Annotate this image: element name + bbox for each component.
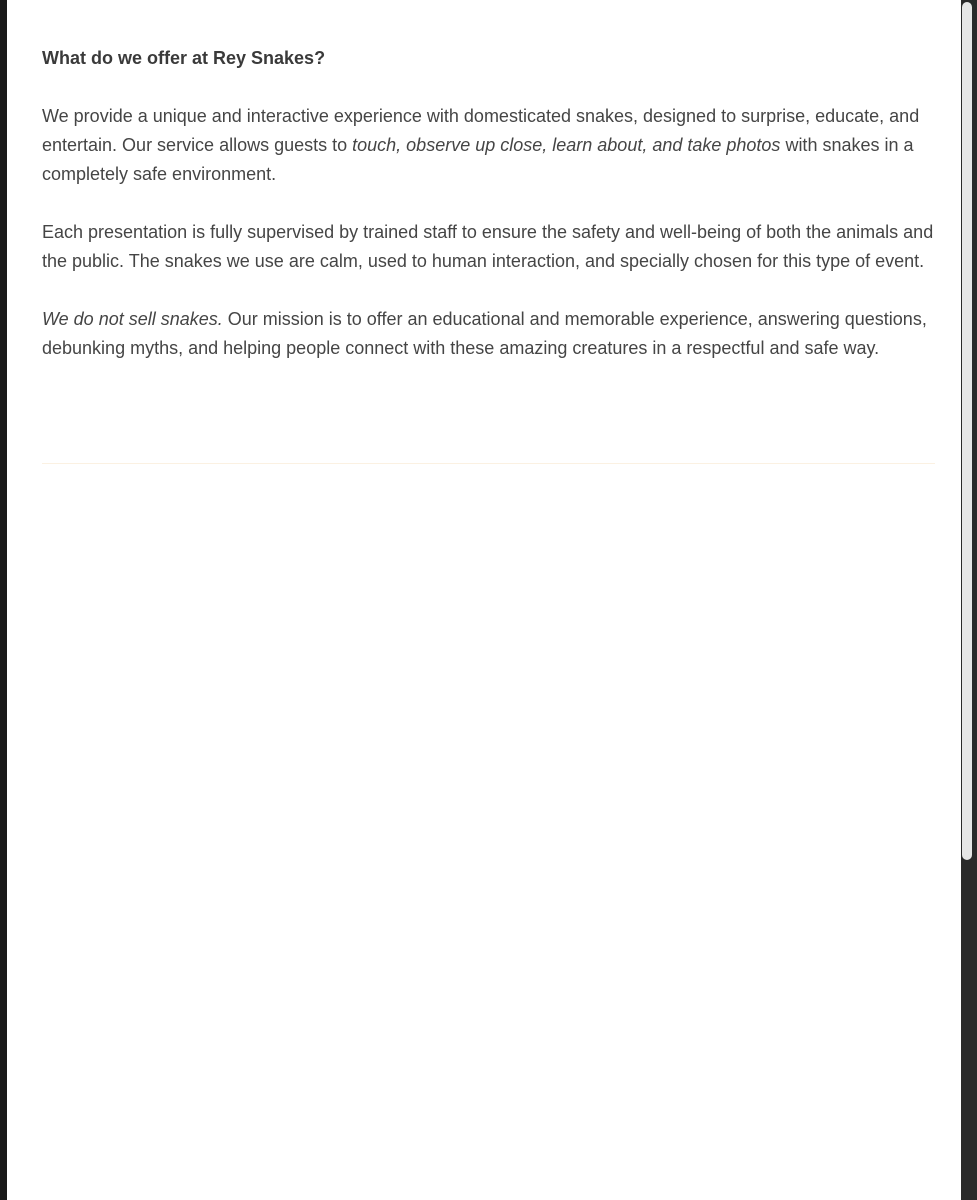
offer-section	[42, 44, 942, 363]
intro-text-start: We provide a unique and interactive experience with domesticated snakes, designed to surprise, educate, and entertain. Our service allows guests to	[42, 106, 920, 155]
mission-paragraph	[42, 305, 942, 363]
intro-text-end: with snakes in a completely safe environment.	[42, 135, 914, 184]
section-divider	[42, 463, 935, 464]
mission-emphasis: We do not sell snakes.	[42, 309, 223, 329]
mission-text: Our mission is to offer an educational and memorable experience, answering questions, debunking myths, and helping people connect with these amazing creatures in a respectful and safe way.	[42, 309, 927, 358]
intro-emphasis: touch, observe up close, learn about, and take photos	[352, 135, 781, 155]
safety-paragraph: Each presentation is fully supervised by trained staff to ensure the safety and well-being of both the animals and the public. The snakes we use are calm, used to human interaction, and specially chosen for this type of event.	[42, 222, 934, 271]
scrollbar-thumb[interactable]	[962, 2, 972, 860]
section-heading: What do we offer at Rey Snakes?	[42, 48, 326, 68]
intro-paragraph	[42, 102, 942, 189]
page-content-area	[7, 0, 961, 1200]
